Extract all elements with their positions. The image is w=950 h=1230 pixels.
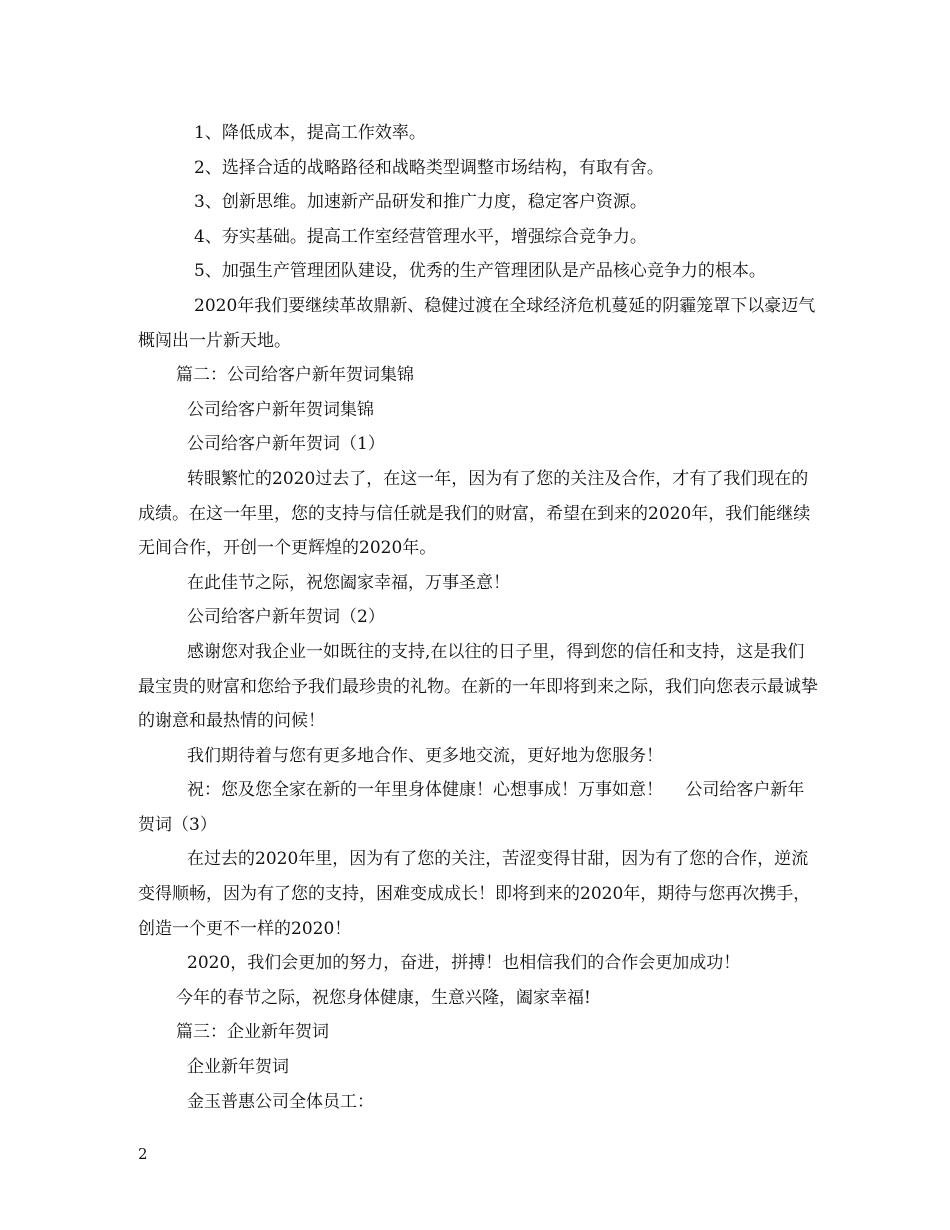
subtitle-greetings-collection: 公司给客户新年贺词集锦 bbox=[187, 399, 374, 420]
paragraph-list-item-3: 3、创新思维。加速新产品研发和推广力度，稳定客户资源。 bbox=[194, 192, 647, 213]
paragraph-list-item-5: 5、加强生产管理团队建设，优秀的生产管理团队是产品核心竞争力的根本。 bbox=[194, 261, 766, 282]
paragraph-greeting-1-body: 转眼繁忙的2020过去了，在这一年，因为有了您的关注及合作，才有了我们现在的成绩。在这一年里，您的支持与信任就是我们的财富，希望在到来的2020年，我们能继续无间合作，开创一个更辉煌的2020年。 bbox=[138, 468, 811, 559]
section-heading-part-two: 篇二：公司给客户新年贺词集锦 bbox=[176, 365, 414, 386]
paragraph-list-item-1: 1、降低成本，提高工作效率。 bbox=[194, 123, 426, 143]
paragraph-greeting-3-wish: 今年的春节之际，祝您身体健康，生意兴隆，阖家幸福! bbox=[176, 987, 591, 1008]
salutation-line: 金玉普惠公司全体员工： bbox=[187, 1091, 374, 1112]
document-body bbox=[138, 116, 818, 1119]
subheading-greeting-2: 公司给客户新年贺词（2） bbox=[187, 607, 385, 628]
section-heading-part-three: 篇三：企业新年贺词 bbox=[176, 1022, 329, 1043]
subtitle-enterprise-greeting: 企业新年贺词 bbox=[187, 1057, 289, 1078]
page-number: 2 bbox=[138, 1145, 148, 1163]
paragraph-greeting-3-effort: 2020，我们会更加的努力，奋进，拼搏！也相信我们的合作会更加成功！ bbox=[187, 953, 741, 974]
paragraph-list-item-4: 4、夯实基础。提高工作室经营管理水平，增强综合竞争力。 bbox=[194, 226, 647, 247]
paragraph-greeting-2-body: 感谢您对我企业一如既往的支持,在以往的日子里，得到您的信任和支持，这是我们最宝贵的财富和您给予我们最珍贵的礼物。在新的一年即将到来之际，我们向您表示最诚挚的谢意和最热情的问候！ bbox=[138, 641, 818, 732]
paragraph-list-item-2: 2、选择合适的战略路径和战略类型调整市场结构，有取有舍。 bbox=[194, 157, 664, 178]
paragraph-greeting-2-wish: 祝：您及您全家在新的一年里身体健康！心想事成！万事如意！ 公司给客户新年贺词（3） bbox=[138, 780, 805, 835]
paragraph-2020-outlook: 2020年我们要继续革故鼎新、稳健过渡在全球经济危机蔓延的阴霾笼罩下以豪迈气概闯出一片新天地。 bbox=[138, 295, 816, 351]
paragraph-greeting-3-body: 在过去的2020年里，因为有了您的关注，苦涩变得甘甜，因为有了您的合作，逆流变得顺畅，因为有了您的支持，困难变成成长！即将到来的2020年，期待与您再次携手，创造一个更不一样的2020！ bbox=[138, 849, 811, 939]
paragraph-greeting-2-expectation: 我们期待着与您有更多地合作、更多地交流，更好地为您服务！ bbox=[187, 745, 663, 766]
subheading-greeting-1: 公司给客户新年贺词（1） bbox=[187, 434, 385, 455]
paragraph-greeting-1-wish: 在此佳节之际，祝您阖家幸福，万事圣意！ bbox=[187, 572, 510, 593]
